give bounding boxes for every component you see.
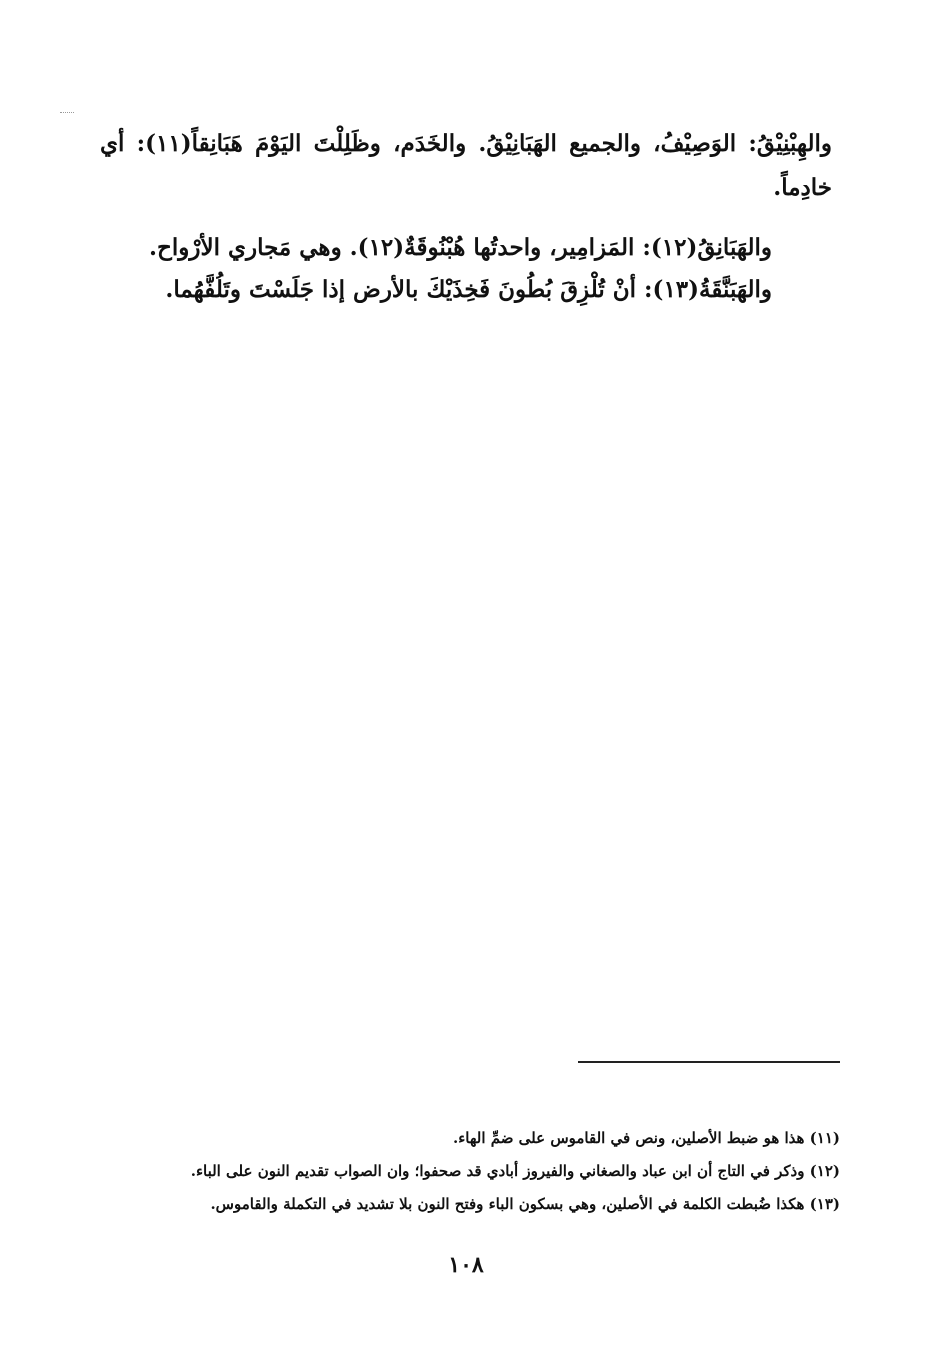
- page-number: ١٠٨: [448, 1252, 484, 1278]
- dictionary-entry-hibniq: والهِبْنِيْقُ: الوَصِيْفُ، والجميع الهَبَانِيْقُ. والخَدَم، وظَلِلْتَ اليَوْمَ هَبَانِقاً(١١): أي خادِماً.: [100, 130, 832, 201]
- footnote-12: (١٢) وذكر في التاج أن ابن عباد والصغاني والفيروز أبادي قد صحفوا؛ وان الصواب تقديم النون على الباء.: [190, 1162, 840, 1180]
- footnote-separator: [578, 1061, 840, 1063]
- footnote-13: (١٣) هكذا ضُبطت الكلمة في الأصلين، وهي بسكون الباء وفتح النون بلا تشديد في التكملة والقاموس.: [210, 1195, 840, 1213]
- footnote-11: (١١) هذا هو ضبط الأصلين، ونص في القاموس على ضمِّ الهاء.: [453, 1129, 840, 1147]
- footnotes: [100, 1122, 840, 1221]
- dictionary-entry-habaniq: والهَبَانِقُ(١٢): المَزامِير، واحدتُها هُبْنُوقَةٌ(١٢). وهي مَجاري الأرْواح.: [149, 234, 772, 261]
- dictionary-entry-habannaqa: والهَبَنَّقَةُ(١٣): أنْ تُلْزِقَ بُطُونَ فَخِذَيْكَ بالأرض إذا جَلَسْتَ وتَلُفَّهُما.: [165, 276, 772, 303]
- edge-mark: [60, 112, 74, 113]
